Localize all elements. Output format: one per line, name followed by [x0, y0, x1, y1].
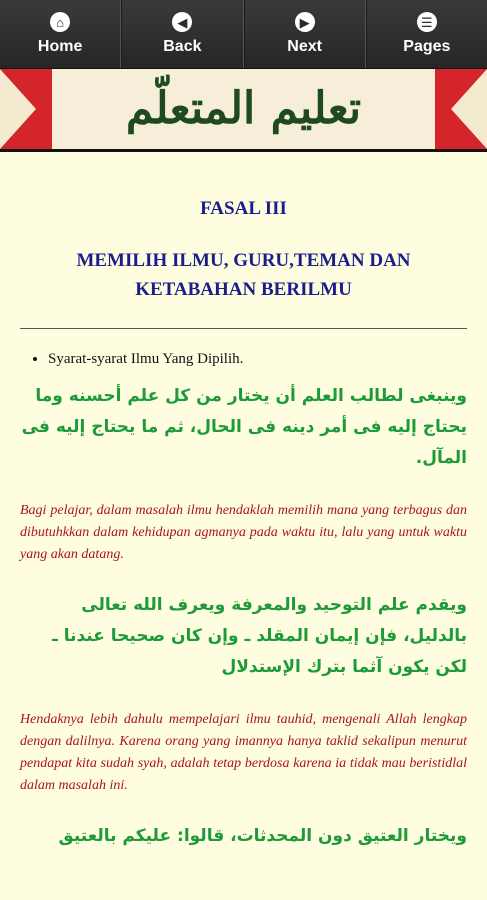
list-item: • Syarat-syarat Ilmu Yang Dipilih.	[48, 349, 467, 369]
arabic-text: وينبغى لطالب العلم أن يختار من كل علم أحسنه وما يحتاج إليه فى أمر دينه فى الحال، ثم ما يحتاج إليه فى المآل.	[21, 386, 467, 468]
back-button-label: Back	[163, 38, 202, 55]
arabic-text: ويقدم علم التوحيد والمعرفة ويعرف الله تعالى بالدليل، فإن إيمان المقلد ـ وإن كان صحيحا عندنا ـ لكن يكون آثما بترك الإستدلال	[51, 595, 467, 677]
home-button[interactable]	[0, 0, 121, 68]
translation-text: Bagi pelajar, dalam masalah ilmu hendaklah memilih mana yang terbagus dan dibutuhkkan dalam kehidupan agmanya pada waktu itu, lalu yang untuk waktu yang akan datang.	[20, 503, 467, 562]
main-content	[0, 198, 487, 852]
arrow-right-icon: ▶	[295, 12, 315, 32]
divider	[20, 328, 467, 329]
home-button-label: Home	[37, 38, 83, 55]
back-button[interactable]	[121, 0, 243, 68]
pages-button[interactable]	[366, 0, 487, 68]
next-button-label: Next	[287, 38, 322, 55]
translation-text: Hendaknya lebih dahulu mempelajari ilmu tauhid, mengenali Allah lengkap dengan dalilnya. Karena orang yang imannya hanya taklid sekalipun menurut pendapat kita sudah syah, adalah tetap berdosa karena ia tidak mau beristidlal dalam masalah ini.	[20, 712, 467, 793]
topic-list	[20, 349, 467, 369]
pages-button-label: Pages	[403, 38, 451, 55]
top-toolbar	[0, 0, 487, 69]
list-icon: ☰	[417, 12, 437, 32]
title-banner	[0, 69, 487, 152]
banner-calligraphy-title: تعليم المتعلّم	[125, 83, 362, 134]
arabic-text: ويختار العتيق دون المحدثات، قالوا: عليكم بالعتيق	[58, 826, 467, 846]
home-icon: ⌂	[50, 12, 70, 32]
chapter-subtitle: MEMILIH ILMU, GURU,TEMAN DAN KETABAHAN BERILMU	[76, 250, 411, 300]
next-button[interactable]	[244, 0, 366, 68]
chapter-title: FASAL III	[200, 198, 287, 219]
arrow-left-icon: ◀	[172, 12, 192, 32]
